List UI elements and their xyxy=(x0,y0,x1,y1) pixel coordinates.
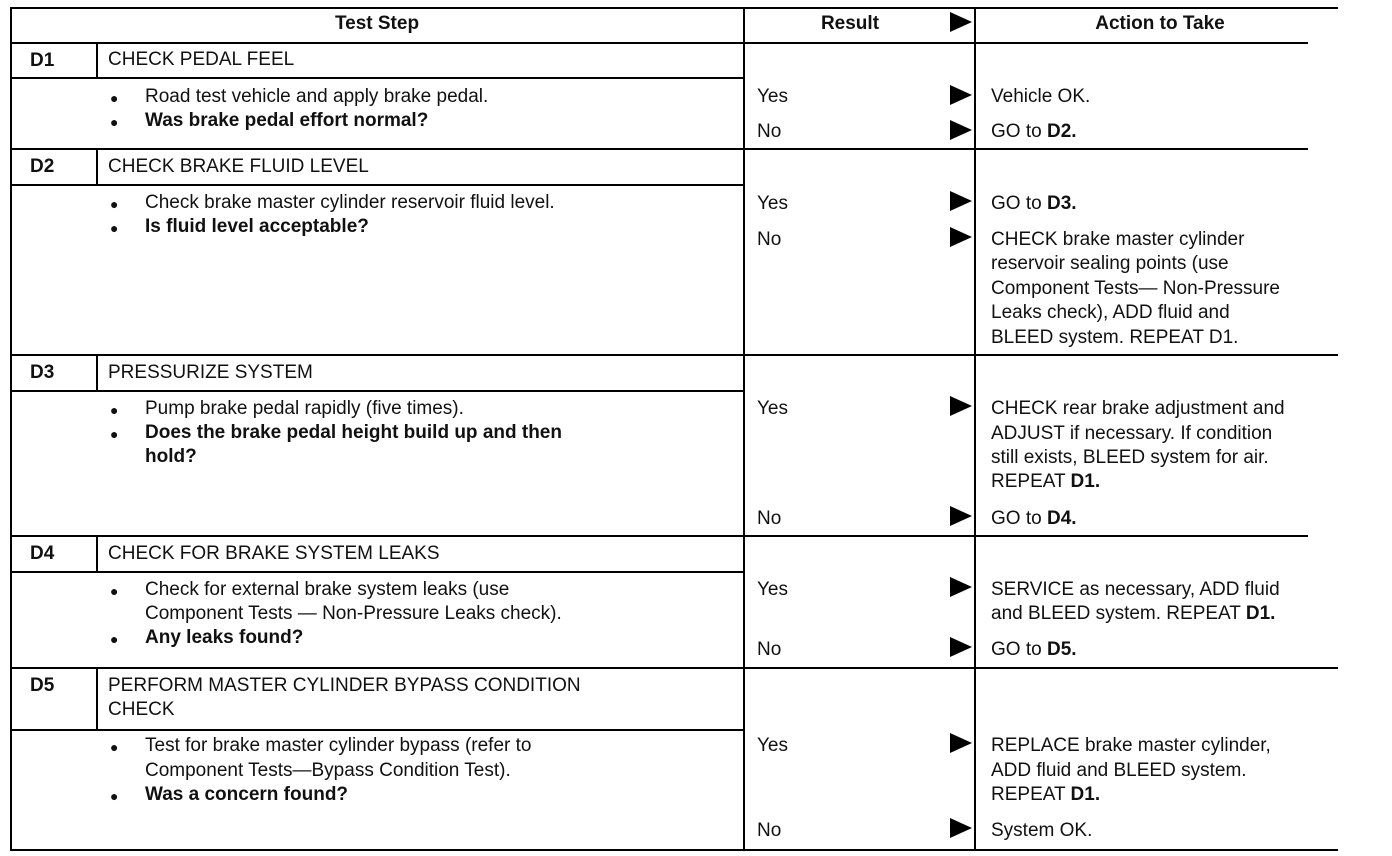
result-no: No xyxy=(757,508,782,529)
step-title: CHECK PEDAL FEEL xyxy=(108,49,295,70)
result-yes: Yes xyxy=(757,193,788,214)
action-text: Component Tests— Non-Pressure xyxy=(991,278,1280,299)
bullet-icon: ● xyxy=(110,114,119,130)
action-text: GO to D4. xyxy=(991,508,1077,529)
arrow-icon xyxy=(950,191,972,211)
arrow-icon xyxy=(950,120,972,140)
step-question-cont: hold? xyxy=(145,446,197,467)
step-title: PERFORM MASTER CYLINDER BYPASS CONDITION xyxy=(108,675,581,696)
step-title: CHECK BRAKE FLUID LEVEL xyxy=(108,156,369,177)
result-column-divider xyxy=(743,7,745,851)
action-text: and BLEED system. REPEAT D1. xyxy=(991,603,1276,624)
step-id: D1 xyxy=(30,50,55,71)
header-bottom-border xyxy=(10,42,1308,44)
step-instruction: Pump brake pedal rapidly (five times). xyxy=(145,398,464,419)
step-title-cont: CHECK xyxy=(108,699,175,720)
step-id: D4 xyxy=(30,543,55,564)
arrow-icon xyxy=(950,637,972,657)
result-yes: Yes xyxy=(757,398,788,419)
bullet-icon: ● xyxy=(110,583,119,599)
step-question: Was brake pedal effort normal? xyxy=(145,110,429,131)
action-column-divider xyxy=(974,7,976,851)
step-title: PRESSURIZE SYSTEM xyxy=(108,362,313,383)
action-text: System OK. xyxy=(991,820,1093,841)
bullet-icon: ● xyxy=(110,402,119,418)
action-text: CHECK brake master cylinder xyxy=(991,229,1245,250)
table-bottom-border xyxy=(10,849,1338,851)
result-yes: Yes xyxy=(757,735,788,756)
action-text: Vehicle OK. xyxy=(991,86,1091,107)
result-no: No xyxy=(757,121,782,142)
result-yes: Yes xyxy=(757,86,788,107)
bullet-icon: ● xyxy=(110,426,119,442)
result-yes: Yes xyxy=(757,579,788,600)
action-text: still exists, BLEED system for air. xyxy=(991,447,1269,468)
table-top-border xyxy=(10,7,1338,9)
step-id: D5 xyxy=(30,675,55,696)
action-text: BLEED system. REPEAT D1. xyxy=(991,327,1239,348)
action-text: CHECK rear brake adjustment and xyxy=(991,398,1285,419)
action-text: REPEAT D1. xyxy=(991,784,1101,805)
step-instruction-cont: Component Tests—Bypass Condition Test). xyxy=(145,760,511,781)
arrow-icon xyxy=(950,577,972,597)
step-instruction: Check brake master cylinder reservoir fluid level. xyxy=(145,192,555,213)
action-text: REPEAT D1. xyxy=(991,471,1101,492)
action-text: reservoir sealing points (use xyxy=(991,253,1229,274)
step-id: D3 xyxy=(30,362,55,383)
step-instruction: Test for brake master cylinder bypass (refer to xyxy=(145,735,532,756)
header-test-step: Test Step xyxy=(334,13,420,34)
bullet-icon: ● xyxy=(110,739,119,755)
arrow-icon xyxy=(950,506,972,526)
table-left-border xyxy=(10,7,12,851)
step-question: Any leaks found? xyxy=(145,627,304,648)
header-arrow-icon xyxy=(950,12,972,32)
action-text: ADJUST if necessary. If condition xyxy=(991,423,1273,444)
bullet-icon: ● xyxy=(110,196,119,212)
step-instruction: Road test vehicle and apply brake pedal. xyxy=(145,86,489,107)
action-text: REPLACE brake master cylinder, xyxy=(991,735,1271,756)
arrow-icon xyxy=(950,227,972,247)
step-question: Does the brake pedal height build up and then xyxy=(145,422,562,443)
action-text: ADD fluid and BLEED system. xyxy=(991,760,1247,781)
action-text: GO to D5. xyxy=(991,639,1077,660)
step-instruction: Check for external brake system leaks (use xyxy=(145,579,510,600)
arrow-icon xyxy=(950,733,972,753)
action-text: SERVICE as necessary, ADD fluid xyxy=(991,579,1280,600)
bullet-icon: ● xyxy=(110,788,119,804)
bullet-icon: ● xyxy=(110,220,119,236)
step-instruction-cont: Component Tests — Non-Pressure Leaks check). xyxy=(145,603,562,624)
step-title: CHECK FOR BRAKE SYSTEM LEAKS xyxy=(108,543,440,564)
arrow-icon xyxy=(950,818,972,838)
header-action: Action to Take xyxy=(1095,13,1225,34)
header-result: Result xyxy=(820,13,880,34)
arrow-icon xyxy=(950,85,972,105)
result-no: No xyxy=(757,639,782,660)
result-no: No xyxy=(757,820,782,841)
bullet-icon: ● xyxy=(110,631,119,647)
action-text: GO to D2. xyxy=(991,121,1077,142)
arrow-icon xyxy=(950,396,972,416)
step-id: D2 xyxy=(30,156,55,177)
bullet-icon: ● xyxy=(110,90,119,106)
action-text: Leaks check), ADD fluid and xyxy=(991,302,1230,323)
step-question: Is fluid level acceptable? xyxy=(145,216,369,237)
result-no: No xyxy=(757,229,782,250)
step-question: Was a concern found? xyxy=(145,784,349,805)
action-text: GO to D3. xyxy=(991,193,1077,214)
